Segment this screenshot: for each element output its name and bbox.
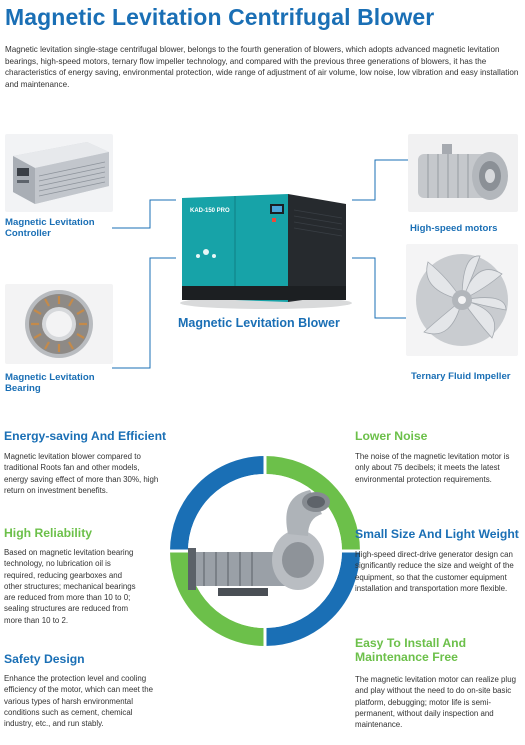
impeller-caption: Ternary Fluid Impeller [411, 371, 511, 382]
feature-reliability-heading: High Reliability [4, 526, 93, 540]
controller-connector [112, 200, 178, 228]
controller-photo [5, 134, 113, 212]
feature-size-body: High-speed direct-drive generator design can significantly reduce the size and weight of the equipment, so that the customer equipment installation and transportation more flexible. [355, 550, 514, 593]
motors-connector [352, 160, 410, 200]
bearing-caption-text: Magnetic Levitation Bearing [5, 372, 95, 394]
blower-caption: Magnetic Levitation Blower [178, 316, 340, 330]
feature-install-heading: Easy To Install And Maintenance Free [355, 636, 467, 664]
blower-badge: KAD-150 PRO [190, 208, 230, 214]
page-title: Magnetic Levitation Centrifugal Blower [5, 4, 435, 30]
intro-paragraph: Magnetic levitation single-stage centrifugal blower, belongs to the fourth generation of blowers, which adopts advanced magnetic levitation bearings, high-speed motors, ternary flow impeller technology, and compared with the previous three generations of blowers, it has the characteristics of energy saving, environmental protection, wide range of adjustment of air volume, low noise, low vibration and easy installation and maintenance. [5, 45, 519, 89]
controller-caption [5, 217, 95, 239]
feature-energy-body: Magnetic levitation blower compared to traditional Roots fan and other models, energy saving effect of more than 30%, high return on investment benefits. [4, 452, 159, 495]
features-ring [170, 456, 360, 646]
bearing-connector [112, 258, 178, 368]
motors-caption: High-speed motors [410, 223, 498, 234]
feature-size-heading: Small Size And Light Weight [355, 527, 519, 541]
feature-safety-body: Enhance the protection level and cooling efficiency of the motor, which can meet the various types of harsh environmental conditions such as cement, chemical industry, etc., and run stably. [4, 674, 153, 729]
blower-photo [176, 190, 352, 310]
feature-energy-heading: Energy-saving And Efficient [4, 429, 167, 443]
bearing-photo [5, 284, 113, 364]
feature-noise-heading: Lower Noise [355, 429, 428, 443]
feature-noise-body: The noise of the magnetic levitation motor is only about 75 decibels; it meets the latest environmental protection requirements. [355, 452, 510, 484]
impeller-connector [352, 258, 410, 318]
motors-photo [408, 134, 518, 212]
feature-install-body: The magnetic levitation motor can realize plug and play without the need to do on-site basic platform, debugging; motor life is semi-permanent, without daily inspection and maintenance. [355, 675, 516, 730]
feature-reliability-body: Based on magnetic levitation bearing technology, no lubrication oil is required, reducing gearboxes and other structures; mechanical bearings are reduced from more than 10 to 0; sealing structures are reduced from more than 10 to 2. [4, 548, 136, 625]
impeller-photo [406, 244, 518, 356]
feature-safety-heading: Safety Design [4, 652, 85, 666]
bearing-caption [5, 372, 95, 394]
controller-caption-text: Magnetic Levitation Controller [5, 217, 95, 239]
